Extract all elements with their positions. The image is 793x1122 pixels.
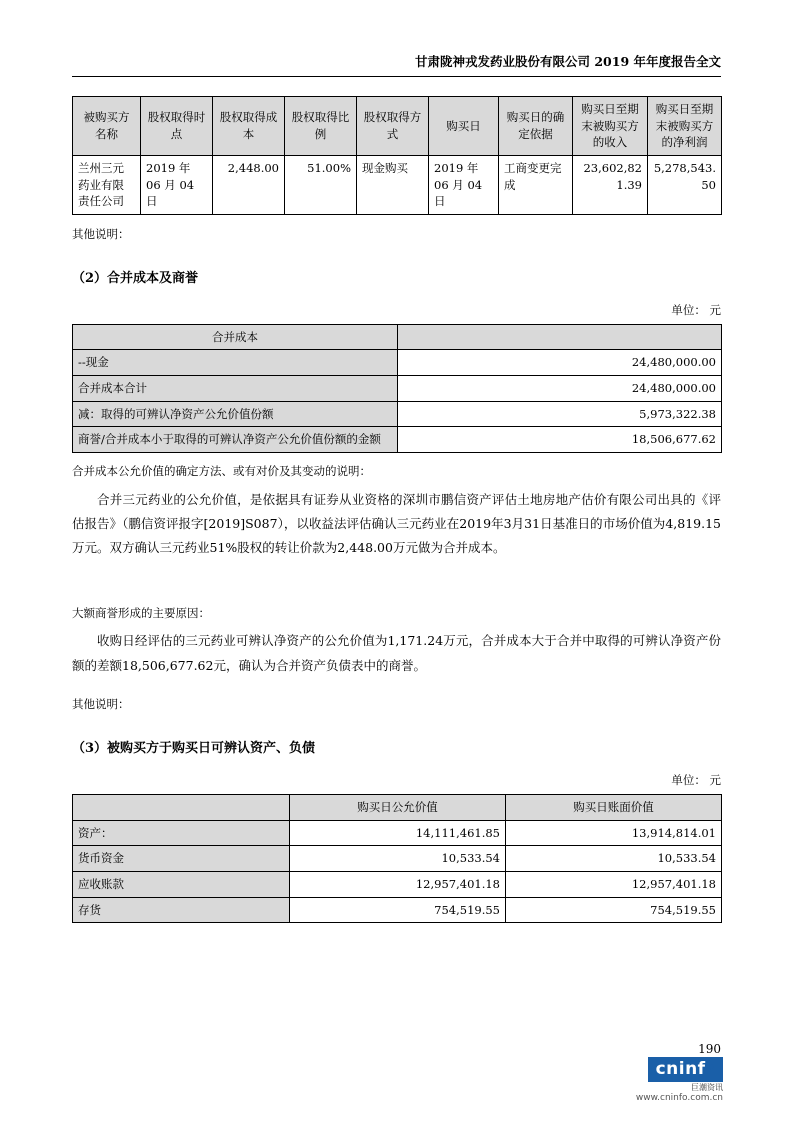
logo-url: www.cninfo.com.cn — [635, 1093, 723, 1104]
row-label-less-fv-share: 减：取得的可辨认净资产公允价值份额 — [73, 401, 398, 427]
row-fair-cash: 10,533.54 — [290, 846, 506, 872]
fair-value-note-title: 合并成本公允价值的确定方法、或有对价及其变动的说明： — [72, 463, 371, 478]
row-label-inventory: 存货 — [73, 897, 290, 923]
col-header-profit: 购买日至期末被购买方的净利润 — [648, 97, 722, 156]
row-value-cash: 24,480,000.00 — [398, 350, 722, 376]
cell-date: 2019 年 06 月 04 日 — [429, 156, 499, 215]
identifiable-assets-table — [72, 794, 722, 923]
merger-cost-table — [72, 324, 722, 453]
cell-time: 2019 年 06 月 04 日 — [141, 156, 213, 215]
col-header-fair-value: 购买日公允价值 — [290, 794, 506, 820]
col-header-ratio: 股权取得比例 — [285, 97, 357, 156]
header-divider — [72, 76, 721, 77]
table-row — [73, 401, 722, 427]
col-header-revenue: 购买日至期末被购买方的收入 — [573, 97, 648, 156]
col-header-merger-cost: 合并成本 — [73, 324, 398, 350]
row-label-cash: --现金 — [73, 350, 398, 376]
page-number: 190 — [698, 1042, 721, 1056]
unit-label-3: 单位： 元 — [671, 772, 721, 787]
row-book-receivables: 12,957,401.18 — [506, 871, 722, 897]
other-note-1: 其他说明： — [72, 227, 130, 242]
section-title-3: （3）被购买方于购买日可辨认资产、负债 — [72, 740, 316, 756]
row-fair-receivables: 12,957,401.18 — [290, 871, 506, 897]
col-header-method: 股权取得方式 — [357, 97, 429, 156]
cell-method: 现金购买 — [357, 156, 429, 215]
cell-name: 兰州三元药业有限责任公司 — [73, 156, 141, 215]
col-header-blank — [398, 324, 722, 350]
table-row — [73, 350, 722, 376]
logo-subtitle: 巨潮资讯 — [691, 1083, 723, 1093]
table-row — [73, 156, 722, 215]
table-row — [73, 427, 722, 453]
page-header: 甘肃陇神戎发药业股份有限公司 2019 年年度报告全文 — [415, 54, 721, 69]
col-header-blank — [73, 794, 290, 820]
table-row — [73, 846, 722, 872]
row-label-total: 合并成本合计 — [73, 375, 398, 401]
row-label-cash: 货币资金 — [73, 846, 290, 872]
goodwill-note-title: 大额商誉形成的主要原因： — [72, 605, 210, 620]
row-label-receivables: 应收账款 — [73, 871, 290, 897]
cell-ratio: 51.00% — [285, 156, 357, 215]
table-header-row — [73, 97, 722, 156]
row-fair-inventory: 754,519.55 — [290, 897, 506, 923]
row-book-assets: 13,914,814.01 — [506, 820, 722, 846]
col-header-date: 购买日 — [429, 97, 499, 156]
row-value-less-fv-share: 5,973,322.38 — [398, 401, 722, 427]
col-header-name: 被购买方名称 — [73, 97, 141, 156]
col-header-time: 股权取得时点 — [141, 97, 213, 156]
row-book-inventory: 754,519.55 — [506, 897, 722, 923]
table-row — [73, 375, 722, 401]
row-value-goodwill: 18,506,677.62 — [398, 427, 722, 453]
cell-cost: 2,448.00 — [213, 156, 285, 215]
row-fair-assets: 14,111,461.85 — [290, 820, 506, 846]
row-label-goodwill: 商誉/合并成本小于取得的可辨认净资产公允价值份额的金额 — [73, 427, 398, 453]
spacer — [72, 678, 721, 686]
table-header-row — [73, 324, 722, 350]
row-label-assets: 资产： — [73, 820, 290, 846]
row-value-total: 24,480,000.00 — [398, 375, 722, 401]
cninfo-logo: cninf 5 — [648, 1057, 723, 1083]
table-row — [73, 871, 722, 897]
row-book-cash: 10,533.54 — [506, 846, 722, 872]
cell-profit: 5,278,543.50 — [648, 156, 722, 215]
table-header-row — [73, 794, 722, 820]
col-header-cost: 股权取得成本 — [213, 97, 285, 156]
goodwill-note-body: 收购日经评估的三元药业可辨认净资产的公允价值为1,171.24万元，合并成本大于合并中取得的可辨认净资产份额的差额18,506,677.62元，确认为合并资产负债表中的商誉。 — [72, 633, 721, 673]
cell-basis: 工商变更完成 — [499, 156, 573, 215]
table-row — [73, 820, 722, 846]
section-title-2: （2）合并成本及商誉 — [72, 270, 199, 286]
col-header-basis: 购买日的确定依据 — [499, 97, 573, 156]
cell-revenue: 23,602,821.39 — [573, 156, 648, 215]
page-content — [72, 96, 721, 923]
acquiree-table — [72, 96, 722, 215]
other-note-2: 其他说明： — [72, 697, 130, 712]
spacer — [72, 561, 721, 595]
table-row — [73, 897, 722, 923]
footer-logo — [636, 1057, 723, 1104]
col-header-book-value: 购买日账面价值 — [506, 794, 722, 820]
unit-label-2: 单位： 元 — [671, 302, 721, 317]
logo-mark: 5 — [708, 1062, 715, 1073]
fair-value-note-body: 合并三元药业的公允价值，是依据具有证券从业资格的深圳市鹏信资产评估土地房地产估价有限公司出具的《评估报告》（鹏信资评报字[2019]S087），以收益法评估确认三元药业在2019年3月31日基准日的市场价值为4,819.15万元。双方确认三元药业51%股权的转让价款为2,448.00万元做为合并成本。 — [72, 491, 721, 556]
